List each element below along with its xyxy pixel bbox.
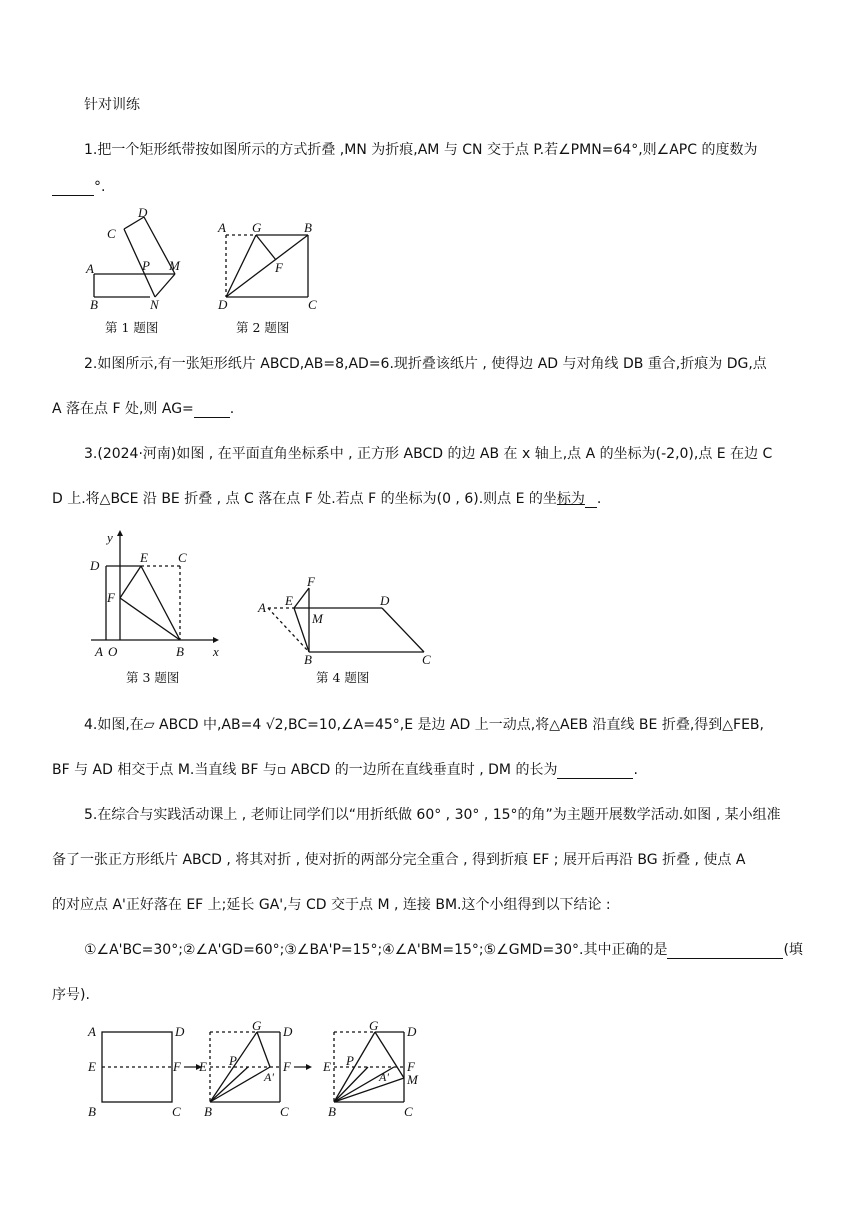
fig1-label-b: B — [90, 297, 98, 312]
fig4-label-f: F — [307, 574, 315, 589]
answer-blank — [667, 943, 783, 959]
question-2-text-2-main: A 落在点 F 处,则 AG= — [52, 401, 194, 417]
fig5-p2-label-b: B — [204, 1104, 212, 1119]
fig5-p3-label-e: E — [323, 1059, 331, 1074]
figure-4 — [254, 572, 444, 667]
fig1-label-d: D — [138, 205, 148, 220]
fig5-p2-label-f: F — [283, 1059, 291, 1074]
fig5-p2-bp — [210, 1067, 248, 1102]
fig5-p1-label-d: D — [175, 1024, 185, 1039]
fig5-p2-label-e: E — [199, 1059, 207, 1074]
section-title: 针对训练 — [84, 97, 140, 113]
figure-1 — [80, 205, 190, 315]
fig5-p2-label-c: C — [280, 1104, 289, 1119]
fig5-p2-label-d: D — [283, 1024, 293, 1039]
answer-blank — [194, 402, 230, 418]
question-5-statements: ①∠A'BC=30°;②∠A'GD=60°;③∠BA'P=15°;④∠A'BM=15°;⑤∠GMD=30°.其中正确的是 — [84, 942, 668, 958]
question-5-text-4 — [84, 941, 803, 959]
fig1-label-p: P — [142, 258, 150, 273]
question-2-suffix: . — [229, 401, 235, 417]
fig2-label-d: D — [218, 297, 228, 312]
fig3-label-y: y — [107, 530, 113, 545]
fig5-p2-label-p: P — [229, 1053, 237, 1068]
question-4-sqrt: √2 — [265, 717, 284, 733]
fig3-label-x: x — [213, 644, 219, 659]
question-2-text-2 — [52, 400, 234, 418]
figure-3 — [85, 530, 235, 665]
answer-blank — [585, 492, 597, 508]
fig2-label-b: B — [304, 220, 312, 235]
fig4-label-b: B — [304, 652, 312, 667]
question-3-text-2-main: D 上.将△BCE 沿 BE 折叠 , 点 C 落在点 F 处.若点 F 的坐标为(0 , 6).则点 E 的坐 — [52, 491, 557, 507]
figure-5 — [84, 1020, 434, 1125]
fig3-fb — [120, 598, 180, 640]
fig1-label-m: M — [169, 258, 180, 273]
fig5-p3-label-m: M — [407, 1072, 418, 1087]
figure-4-caption: 第 4 题图 — [316, 670, 370, 685]
fig5-p3-label-d: D — [407, 1024, 417, 1039]
fig3-label-c: C — [178, 550, 187, 565]
fig4-label-a: A — [258, 600, 266, 615]
question-1-answer-line — [52, 178, 105, 196]
question-3-suffix: . — [596, 491, 602, 507]
fig1-label-n: N — [150, 297, 159, 312]
fig4-ab-dashed — [268, 608, 309, 652]
figure-3-caption: 第 3 题图 — [126, 670, 180, 685]
fig2-label-g: G — [252, 220, 262, 235]
answer-blank — [557, 763, 633, 779]
fig5-p3-label-c: C — [404, 1104, 413, 1119]
fig3-fe — [120, 566, 141, 598]
fig1-fold-left — [124, 229, 155, 297]
question-5-text-3: 的对应点 A'正好落在 EF 上;延长 GA',与 CD 交于点 M , 连接 BM.这个小组得到以下结论 : — [52, 897, 611, 913]
fig5-p2-label-a-prime: A' — [264, 1070, 274, 1084]
fig5-p1-label-a: A — [88, 1024, 96, 1039]
question-5-text-1: 5.在综合与实践活动课上 , 老师让同学们以“用折纸做 60° , 30° , 15°的角”为主题开展数学活动.如图 , 某小组准 — [84, 807, 781, 823]
fig5-p1-label-f: F — [173, 1059, 181, 1074]
fig2-label-c: C — [308, 297, 317, 312]
question-4-suffix: . — [633, 762, 638, 778]
fig3-y-arrow — [117, 530, 123, 536]
fig5-p2-ba — [210, 1067, 270, 1102]
fig5-p3-label-b: B — [328, 1104, 336, 1119]
fig5-p1-label-b: B — [88, 1104, 96, 1119]
figure-1-caption: 第 1 题图 — [105, 320, 159, 335]
question-4-text-2 — [52, 761, 638, 779]
fig4-crease-be — [294, 608, 309, 652]
fig5-p3-label-f: F — [407, 1059, 415, 1074]
fig5-arrow2-head — [306, 1064, 312, 1070]
fig2-label-a: A — [218, 220, 226, 235]
fig2-crease-dg — [226, 235, 256, 297]
question-4-text-1a: 4.如图,在▱ ABCD 中,AB=4 — [84, 717, 266, 733]
fig4-label-m: M — [312, 611, 323, 626]
fig2-diagonal-db — [226, 235, 308, 297]
question-1-text: 1.把一个矩形纸带按如图所示的方式折叠 ,MN 为折痕,AM 与 CN 交于点 P.若∠PMN=64°,则∠APC 的度数为 — [84, 142, 758, 158]
figure-2-caption: 第 2 题图 — [236, 320, 290, 335]
answer-blank — [52, 180, 94, 196]
fig5-p3-label-a-prime: A' — [379, 1070, 389, 1084]
fig1-label-a: A — [86, 261, 94, 276]
question-4-text-2-main: BF 与 AD 相交于点 M.当直线 BF 与▫ ABCD 的一边所在直线垂直时 , DM 的长为 — [52, 762, 558, 778]
question-5-fill-hint: (填 — [783, 942, 803, 958]
fig3-label-a: A — [95, 644, 103, 659]
fig5-panel1-square — [102, 1032, 172, 1102]
fig5-p1-label-e: E — [88, 1059, 96, 1074]
fig4-ef — [294, 588, 309, 608]
fig3-label-o: O — [108, 644, 118, 659]
question-1-suffix: °. — [94, 179, 106, 195]
fig3-crease-be — [141, 566, 180, 640]
question-4-text-1 — [84, 716, 764, 734]
question-3-underlined: 标为 — [556, 491, 585, 507]
fig4-label-d: D — [380, 593, 390, 608]
question-4-text-1c: ,BC=10,∠A=45°,E 是边 AD 上一动点,将△AEB 沿直线 BE 折叠,得到△FEB, — [283, 717, 764, 733]
fig3-label-e: E — [140, 550, 148, 565]
fig3-label-b: B — [176, 644, 184, 659]
fig1-crease-mn — [155, 274, 175, 297]
question-5-text-2: 备了一张正方形纸片 ABCD , 将其对折 , 使对折的两部分完全重合 , 得到折痕 EF ; 展开后再沿 BG 折叠 , 使点 A — [52, 852, 746, 868]
question-3-text-1: 3.(2024·河南)如图 , 在平面直角坐标系中 , 正方形 ABCD 的边 AB 在 x 轴上,点 A 的坐标为(-2,0),点 E 在边 C — [84, 446, 773, 462]
fig5-p2-label-g: G — [252, 1018, 262, 1033]
figure-2 — [212, 215, 322, 310]
fig5-p3-label-p: P — [346, 1053, 354, 1068]
fig1-label-c: C — [107, 226, 116, 241]
fig5-p3-label-g: G — [369, 1018, 379, 1033]
question-2-text-1: 2.如图所示,有一张矩形纸片 ABCD,AB=8,AD=6.现折叠该纸片 , 使得边 AD 与对角线 DB 重合,折痕为 DG,点 — [84, 356, 767, 372]
fig3-x-arrow — [213, 637, 219, 643]
fig5-p1-label-c: C — [172, 1104, 181, 1119]
fig4-label-c: C — [422, 652, 431, 667]
question-5-text-5: 序号). — [52, 987, 90, 1003]
fig4-dc — [382, 608, 424, 652]
question-3-text-2 — [52, 490, 601, 508]
fig5-p2-ga — [257, 1032, 270, 1067]
fig2-gf — [256, 235, 276, 260]
fig3-label-d: D — [90, 558, 100, 573]
fig3-label-f: F — [107, 590, 115, 605]
fig2-label-f: F — [275, 260, 283, 275]
fig4-label-e: E — [285, 593, 293, 608]
